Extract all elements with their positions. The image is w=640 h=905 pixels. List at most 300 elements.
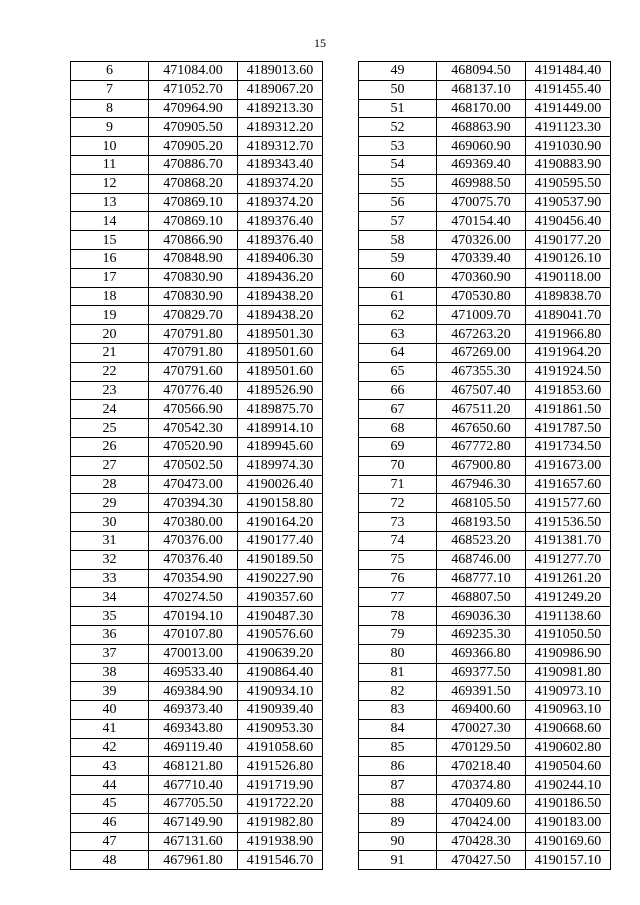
y-coordinate-cell: 4190504.60 <box>526 757 611 776</box>
point-number-cell: 31 <box>71 531 149 550</box>
point-number-cell: 54 <box>359 155 437 174</box>
point-number-cell: 46 <box>71 813 149 832</box>
x-coordinate-cell: 470427.50 <box>437 851 526 870</box>
y-coordinate-cell: 4189501.60 <box>238 362 323 381</box>
x-coordinate-cell: 470791.80 <box>149 325 238 344</box>
table-row <box>71 174 323 193</box>
table-row <box>71 268 323 287</box>
x-coordinate-cell: 469391.50 <box>437 682 526 701</box>
point-number-cell: 25 <box>71 419 149 438</box>
table-row <box>71 287 323 306</box>
table-row <box>71 663 323 682</box>
y-coordinate-cell: 4191673.00 <box>526 456 611 475</box>
y-coordinate-cell: 4190595.50 <box>526 174 611 193</box>
table-row <box>359 795 611 814</box>
table-row <box>71 832 323 851</box>
x-coordinate-cell: 470791.80 <box>149 343 238 362</box>
table-row <box>359 231 611 250</box>
point-number-cell: 64 <box>359 343 437 362</box>
point-number-cell: 76 <box>359 569 437 588</box>
y-coordinate-cell: 4189312.70 <box>238 137 323 156</box>
x-coordinate-cell: 468121.80 <box>149 757 238 776</box>
y-coordinate-cell: 4189041.70 <box>526 306 611 325</box>
table-row <box>71 118 323 137</box>
point-number-cell: 8 <box>71 99 149 118</box>
y-coordinate-cell: 4191964.20 <box>526 343 611 362</box>
table-row <box>359 456 611 475</box>
table-row <box>71 343 323 362</box>
y-coordinate-cell: 4189838.70 <box>526 287 611 306</box>
point-number-cell: 13 <box>71 193 149 212</box>
table-row <box>359 813 611 832</box>
table-row <box>359 757 611 776</box>
table-row <box>359 494 611 513</box>
table-row <box>359 137 611 156</box>
x-coordinate-cell: 471009.70 <box>437 306 526 325</box>
y-coordinate-cell: 4191938.90 <box>238 832 323 851</box>
x-coordinate-cell: 468863.90 <box>437 118 526 137</box>
table-row <box>71 625 323 644</box>
y-coordinate-cell: 4191030.90 <box>526 137 611 156</box>
point-number-cell: 73 <box>359 513 437 532</box>
point-number-cell: 75 <box>359 550 437 569</box>
y-coordinate-cell: 4190456.40 <box>526 212 611 231</box>
table-row <box>71 212 323 231</box>
x-coordinate-cell: 470354.90 <box>149 569 238 588</box>
y-coordinate-cell: 4191058.60 <box>238 738 323 757</box>
table-row <box>71 776 323 795</box>
table-row <box>359 306 611 325</box>
x-coordinate-cell: 467961.80 <box>149 851 238 870</box>
table-row <box>359 437 611 456</box>
table-row <box>359 174 611 193</box>
y-coordinate-cell: 4189312.20 <box>238 118 323 137</box>
table-row <box>359 475 611 494</box>
x-coordinate-cell: 470027.30 <box>437 719 526 738</box>
point-number-cell: 48 <box>71 851 149 870</box>
table-row <box>71 80 323 99</box>
point-number-cell: 90 <box>359 832 437 851</box>
y-coordinate-cell: 4190639.20 <box>238 644 323 663</box>
table-row <box>71 137 323 156</box>
y-coordinate-cell: 4191123.30 <box>526 118 611 137</box>
x-coordinate-cell: 470905.50 <box>149 118 238 137</box>
x-coordinate-cell: 470502.50 <box>149 456 238 475</box>
point-number-cell: 68 <box>359 419 437 438</box>
point-number-cell: 66 <box>359 381 437 400</box>
table-row <box>71 456 323 475</box>
y-coordinate-cell: 4191261.20 <box>526 569 611 588</box>
point-number-cell: 6 <box>71 62 149 81</box>
x-coordinate-cell: 470376.00 <box>149 531 238 550</box>
x-coordinate-cell: 470886.70 <box>149 155 238 174</box>
y-coordinate-cell: 4190189.50 <box>238 550 323 569</box>
y-coordinate-cell: 4191577.60 <box>526 494 611 513</box>
x-coordinate-cell: 470274.50 <box>149 588 238 607</box>
y-coordinate-cell: 4189501.30 <box>238 325 323 344</box>
y-coordinate-cell: 4189436.20 <box>238 268 323 287</box>
y-coordinate-cell: 4189406.30 <box>238 249 323 268</box>
point-number-cell: 80 <box>359 644 437 663</box>
x-coordinate-cell: 467900.80 <box>437 456 526 475</box>
y-coordinate-cell: 4190158.80 <box>238 494 323 513</box>
table-row <box>359 625 611 644</box>
table-row <box>71 550 323 569</box>
point-number-cell: 9 <box>71 118 149 137</box>
point-number-cell: 20 <box>71 325 149 344</box>
table-row <box>359 588 611 607</box>
y-coordinate-cell: 4190244.10 <box>526 776 611 795</box>
point-number-cell: 19 <box>71 306 149 325</box>
table-row <box>359 193 611 212</box>
x-coordinate-cell: 470830.90 <box>149 287 238 306</box>
point-number-cell: 36 <box>71 625 149 644</box>
y-coordinate-cell: 4190602.80 <box>526 738 611 757</box>
x-coordinate-cell: 469119.40 <box>149 738 238 757</box>
x-coordinate-cell: 470566.90 <box>149 400 238 419</box>
x-coordinate-cell: 470520.90 <box>149 437 238 456</box>
table-row <box>71 325 323 344</box>
coordinates-table-right-body <box>359 62 611 870</box>
x-coordinate-cell: 467650.60 <box>437 419 526 438</box>
table-row <box>71 231 323 250</box>
x-coordinate-cell: 469373.40 <box>149 701 238 720</box>
table-row <box>359 118 611 137</box>
y-coordinate-cell: 4190177.20 <box>526 231 611 250</box>
y-coordinate-cell: 4190118.00 <box>526 268 611 287</box>
point-number-cell: 81 <box>359 663 437 682</box>
table-row <box>359 287 611 306</box>
point-number-cell: 67 <box>359 400 437 419</box>
table-row <box>71 494 323 513</box>
table-row <box>71 193 323 212</box>
point-number-cell: 50 <box>359 80 437 99</box>
table-row <box>71 419 323 438</box>
point-number-cell: 34 <box>71 588 149 607</box>
table-row <box>359 62 611 81</box>
x-coordinate-cell: 467149.90 <box>149 813 238 832</box>
table-row <box>71 400 323 419</box>
y-coordinate-cell: 4189438.20 <box>238 306 323 325</box>
table-row <box>359 212 611 231</box>
y-coordinate-cell: 4191787.50 <box>526 419 611 438</box>
x-coordinate-cell: 469366.80 <box>437 644 526 663</box>
y-coordinate-cell: 4191966.80 <box>526 325 611 344</box>
x-coordinate-cell: 470409.60 <box>437 795 526 814</box>
y-coordinate-cell: 4190973.10 <box>526 682 611 701</box>
table-row <box>359 155 611 174</box>
point-number-cell: 37 <box>71 644 149 663</box>
y-coordinate-cell: 4190576.60 <box>238 625 323 644</box>
table-row <box>359 550 611 569</box>
y-coordinate-cell: 4191138.60 <box>526 607 611 626</box>
point-number-cell: 35 <box>71 607 149 626</box>
table-row <box>71 644 323 663</box>
x-coordinate-cell: 468094.50 <box>437 62 526 81</box>
coordinates-table-left-body <box>71 62 323 870</box>
point-number-cell: 41 <box>71 719 149 738</box>
coordinates-table-right <box>358 61 611 870</box>
y-coordinate-cell: 4190164.20 <box>238 513 323 532</box>
point-number-cell: 16 <box>71 249 149 268</box>
point-number-cell: 32 <box>71 550 149 569</box>
y-coordinate-cell: 4191050.50 <box>526 625 611 644</box>
x-coordinate-cell: 470394.30 <box>149 494 238 513</box>
table-row <box>359 776 611 795</box>
point-number-cell: 42 <box>71 738 149 757</box>
table-row <box>359 644 611 663</box>
y-coordinate-cell: 4190934.10 <box>238 682 323 701</box>
y-coordinate-cell: 4191526.80 <box>238 757 323 776</box>
y-coordinate-cell: 4190883.90 <box>526 155 611 174</box>
table-row <box>359 362 611 381</box>
x-coordinate-cell: 469384.90 <box>149 682 238 701</box>
x-coordinate-cell: 467131.60 <box>149 832 238 851</box>
y-coordinate-cell: 4191449.00 <box>526 99 611 118</box>
point-number-cell: 27 <box>71 456 149 475</box>
point-number-cell: 61 <box>359 287 437 306</box>
x-coordinate-cell: 468777.10 <box>437 569 526 588</box>
table-row <box>359 99 611 118</box>
y-coordinate-cell: 4189376.40 <box>238 212 323 231</box>
x-coordinate-cell: 468807.50 <box>437 588 526 607</box>
y-coordinate-cell: 4190668.60 <box>526 719 611 738</box>
table-row <box>359 607 611 626</box>
point-number-cell: 86 <box>359 757 437 776</box>
point-number-cell: 79 <box>359 625 437 644</box>
table-row <box>359 513 611 532</box>
point-number-cell: 77 <box>359 588 437 607</box>
table-row <box>71 99 323 118</box>
x-coordinate-cell: 470194.10 <box>149 607 238 626</box>
x-coordinate-cell: 468170.00 <box>437 99 526 118</box>
x-coordinate-cell: 470129.50 <box>437 738 526 757</box>
x-coordinate-cell: 470424.00 <box>437 813 526 832</box>
table-row <box>359 569 611 588</box>
y-coordinate-cell: 4191861.50 <box>526 400 611 419</box>
y-coordinate-cell: 4190227.90 <box>238 569 323 588</box>
y-coordinate-cell: 4191484.40 <box>526 62 611 81</box>
table-row <box>359 400 611 419</box>
point-number-cell: 29 <box>71 494 149 513</box>
y-coordinate-cell: 4189974.30 <box>238 456 323 475</box>
x-coordinate-cell: 470866.90 <box>149 231 238 250</box>
page-number: 15 <box>314 36 326 50</box>
y-coordinate-cell: 4190177.40 <box>238 531 323 550</box>
point-number-cell: 14 <box>71 212 149 231</box>
point-number-cell: 82 <box>359 682 437 701</box>
x-coordinate-cell: 469369.40 <box>437 155 526 174</box>
y-coordinate-cell: 4189945.60 <box>238 437 323 456</box>
table-row <box>71 719 323 738</box>
point-number-cell: 72 <box>359 494 437 513</box>
point-number-cell: 10 <box>71 137 149 156</box>
coordinates-table-left <box>70 61 323 870</box>
x-coordinate-cell: 470075.70 <box>437 193 526 212</box>
point-number-cell: 58 <box>359 231 437 250</box>
point-number-cell: 62 <box>359 306 437 325</box>
y-coordinate-cell: 4191277.70 <box>526 550 611 569</box>
point-number-cell: 23 <box>71 381 149 400</box>
x-coordinate-cell: 471052.70 <box>149 80 238 99</box>
y-coordinate-cell: 4190183.00 <box>526 813 611 832</box>
table-row <box>71 381 323 400</box>
y-coordinate-cell: 4191657.60 <box>526 475 611 494</box>
point-number-cell: 83 <box>359 701 437 720</box>
point-number-cell: 26 <box>71 437 149 456</box>
x-coordinate-cell: 470829.70 <box>149 306 238 325</box>
y-coordinate-cell: 4189875.70 <box>238 400 323 419</box>
x-coordinate-cell: 469235.30 <box>437 625 526 644</box>
x-coordinate-cell: 470326.00 <box>437 231 526 250</box>
y-coordinate-cell: 4189374.20 <box>238 193 323 212</box>
x-coordinate-cell: 470848.90 <box>149 249 238 268</box>
y-coordinate-cell: 4190963.10 <box>526 701 611 720</box>
point-number-cell: 70 <box>359 456 437 475</box>
x-coordinate-cell: 467269.00 <box>437 343 526 362</box>
x-coordinate-cell: 470374.80 <box>437 776 526 795</box>
table-row <box>359 851 611 870</box>
x-coordinate-cell: 470380.00 <box>149 513 238 532</box>
x-coordinate-cell: 470964.90 <box>149 99 238 118</box>
point-number-cell: 63 <box>359 325 437 344</box>
y-coordinate-cell: 4190487.30 <box>238 607 323 626</box>
x-coordinate-cell: 468105.50 <box>437 494 526 513</box>
x-coordinate-cell: 469343.80 <box>149 719 238 738</box>
table-row <box>359 268 611 287</box>
x-coordinate-cell: 468523.20 <box>437 531 526 550</box>
point-number-cell: 59 <box>359 249 437 268</box>
point-number-cell: 43 <box>71 757 149 776</box>
y-coordinate-cell: 4189438.20 <box>238 287 323 306</box>
table-row <box>359 381 611 400</box>
table-row <box>71 795 323 814</box>
x-coordinate-cell: 470428.30 <box>437 832 526 851</box>
x-coordinate-cell: 469400.60 <box>437 701 526 720</box>
point-number-cell: 47 <box>71 832 149 851</box>
table-row <box>71 588 323 607</box>
x-coordinate-cell: 467263.20 <box>437 325 526 344</box>
table-row <box>71 155 323 174</box>
point-number-cell: 12 <box>71 174 149 193</box>
table-row <box>71 475 323 494</box>
point-number-cell: 71 <box>359 475 437 494</box>
x-coordinate-cell: 470013.00 <box>149 644 238 663</box>
point-number-cell: 11 <box>71 155 149 174</box>
y-coordinate-cell: 4190357.60 <box>238 588 323 607</box>
table-row <box>71 531 323 550</box>
point-number-cell: 52 <box>359 118 437 137</box>
point-number-cell: 33 <box>71 569 149 588</box>
y-coordinate-cell: 4190939.40 <box>238 701 323 720</box>
x-coordinate-cell: 470530.80 <box>437 287 526 306</box>
table-row <box>71 607 323 626</box>
point-number-cell: 91 <box>359 851 437 870</box>
x-coordinate-cell: 467772.80 <box>437 437 526 456</box>
y-coordinate-cell: 4191734.50 <box>526 437 611 456</box>
point-number-cell: 21 <box>71 343 149 362</box>
y-coordinate-cell: 4191719.90 <box>238 776 323 795</box>
point-number-cell: 44 <box>71 776 149 795</box>
table-row <box>71 249 323 268</box>
table-row <box>359 832 611 851</box>
y-coordinate-cell: 4190169.60 <box>526 832 611 851</box>
x-coordinate-cell: 467507.40 <box>437 381 526 400</box>
x-coordinate-cell: 467355.30 <box>437 362 526 381</box>
table-row <box>71 813 323 832</box>
table-row <box>359 249 611 268</box>
point-number-cell: 17 <box>71 268 149 287</box>
y-coordinate-cell: 4190126.10 <box>526 249 611 268</box>
point-number-cell: 53 <box>359 137 437 156</box>
y-coordinate-cell: 4191249.20 <box>526 588 611 607</box>
x-coordinate-cell: 468746.00 <box>437 550 526 569</box>
table-row <box>359 682 611 701</box>
table-row <box>71 362 323 381</box>
point-number-cell: 85 <box>359 738 437 757</box>
x-coordinate-cell: 467705.50 <box>149 795 238 814</box>
x-coordinate-cell: 470376.40 <box>149 550 238 569</box>
point-number-cell: 30 <box>71 513 149 532</box>
table-row <box>71 437 323 456</box>
x-coordinate-cell: 470360.90 <box>437 268 526 287</box>
y-coordinate-cell: 4190986.90 <box>526 644 611 663</box>
x-coordinate-cell: 470868.20 <box>149 174 238 193</box>
x-coordinate-cell: 470473.00 <box>149 475 238 494</box>
point-number-cell: 65 <box>359 362 437 381</box>
x-coordinate-cell: 469533.40 <box>149 663 238 682</box>
point-number-cell: 24 <box>71 400 149 419</box>
table-row <box>359 738 611 757</box>
y-coordinate-cell: 4190026.40 <box>238 475 323 494</box>
table-row <box>359 531 611 550</box>
x-coordinate-cell: 470869.10 <box>149 212 238 231</box>
point-number-cell: 40 <box>71 701 149 720</box>
x-coordinate-cell: 470830.90 <box>149 268 238 287</box>
point-number-cell: 22 <box>71 362 149 381</box>
x-coordinate-cell: 469377.50 <box>437 663 526 682</box>
x-coordinate-cell: 470107.80 <box>149 625 238 644</box>
y-coordinate-cell: 4190157.10 <box>526 851 611 870</box>
y-coordinate-cell: 4190864.40 <box>238 663 323 682</box>
y-coordinate-cell: 4189526.90 <box>238 381 323 400</box>
y-coordinate-cell: 4191455.40 <box>526 80 611 99</box>
table-row <box>71 738 323 757</box>
x-coordinate-cell: 470154.40 <box>437 212 526 231</box>
y-coordinate-cell: 4190537.90 <box>526 193 611 212</box>
point-number-cell: 45 <box>71 795 149 814</box>
x-coordinate-cell: 468193.50 <box>437 513 526 532</box>
table-row <box>71 701 323 720</box>
x-coordinate-cell: 467710.40 <box>149 776 238 795</box>
y-coordinate-cell: 4189067.20 <box>238 80 323 99</box>
y-coordinate-cell: 4191853.60 <box>526 381 611 400</box>
point-number-cell: 38 <box>71 663 149 682</box>
y-coordinate-cell: 4189213.30 <box>238 99 323 118</box>
point-number-cell: 87 <box>359 776 437 795</box>
table-row <box>359 701 611 720</box>
x-coordinate-cell: 469060.90 <box>437 137 526 156</box>
point-number-cell: 28 <box>71 475 149 494</box>
point-number-cell: 84 <box>359 719 437 738</box>
point-number-cell: 78 <box>359 607 437 626</box>
point-number-cell: 69 <box>359 437 437 456</box>
table-row <box>71 62 323 81</box>
point-number-cell: 51 <box>359 99 437 118</box>
point-number-cell: 18 <box>71 287 149 306</box>
x-coordinate-cell: 470339.40 <box>437 249 526 268</box>
point-number-cell: 49 <box>359 62 437 81</box>
